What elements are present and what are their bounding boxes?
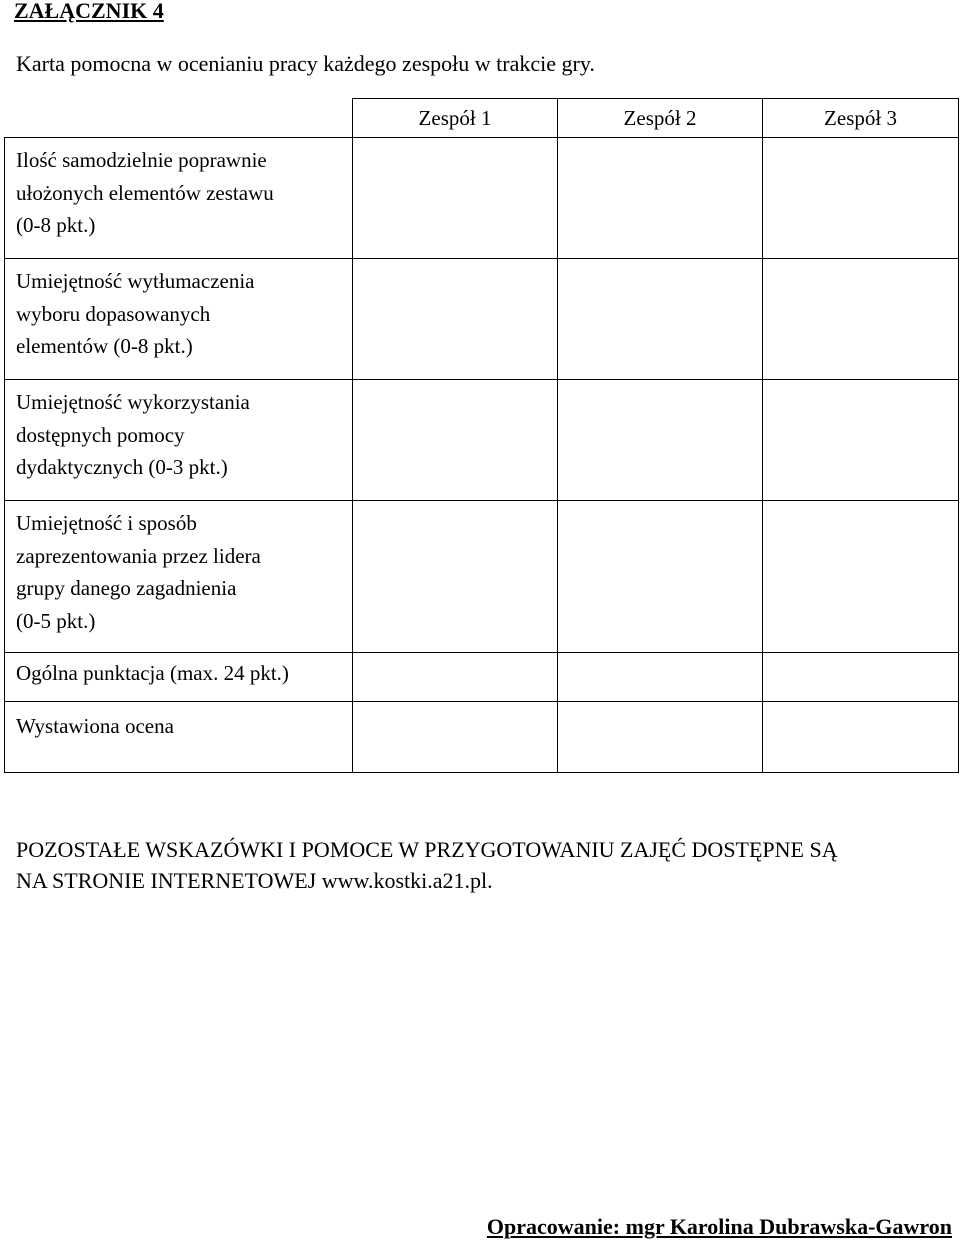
- intro-text: Karta pomocna w ocenianiu pracy każdego zespołu w trakcie gry.: [16, 51, 595, 76]
- criterion-label: [5, 380, 353, 501]
- criterion-line: Umiejętność wykorzystania: [16, 390, 250, 414]
- column-header-team-3: Zespół 3: [763, 99, 959, 138]
- criterion-label: [5, 702, 353, 773]
- score-cell-team-2[interactable]: [558, 259, 763, 380]
- criterion-line: Wystawiona ocena: [16, 714, 174, 738]
- score-cell-team-2[interactable]: [558, 380, 763, 501]
- score-cell-team-3[interactable]: [763, 702, 959, 773]
- score-cell-team-3[interactable]: [763, 380, 959, 501]
- table-header-row: [5, 99, 959, 138]
- table-row: [5, 138, 959, 259]
- score-cell-team-2[interactable]: [558, 138, 763, 259]
- header-blank-cell: [5, 99, 353, 138]
- criterion-line: Umiejętność i sposób: [16, 511, 197, 535]
- score-cell-team-3[interactable]: [763, 501, 959, 653]
- score-cell-team-1[interactable]: [353, 138, 558, 259]
- table-row: [5, 259, 959, 380]
- score-cell-team-3[interactable]: [763, 653, 959, 702]
- note-line: POZOSTAŁE WSKAZÓWKI I POMOCE W PRZYGOTOWANIU ZAJĘĆ DOSTĘPNE SĄ: [16, 837, 838, 862]
- criterion-line: zaprezentowania przez lidera: [16, 543, 261, 568]
- column-header-team-1: Zespół 1: [353, 99, 558, 138]
- score-cell-team-1[interactable]: [353, 380, 558, 501]
- criterion-line: ułożonych elementów zestawu: [16, 180, 274, 205]
- document-heading: ZAŁĄCZNIK 4: [14, 0, 164, 23]
- table-row: [5, 380, 959, 501]
- criterion-line: elementów (0-8 pkt.): [16, 334, 193, 358]
- table-row: [5, 501, 959, 653]
- score-cell-team-1[interactable]: [353, 259, 558, 380]
- score-cell-team-2[interactable]: [558, 501, 763, 653]
- note-line: NA STRONIE INTERNETOWEJ www.kostki.a21.pl.: [16, 868, 493, 893]
- evaluation-table: [4, 98, 959, 773]
- criterion-line: (0-5 pkt.): [16, 608, 96, 633]
- author-credit: Opracowanie: mgr Karolina Dubrawska-Gawron: [486, 1214, 952, 1239]
- criterion-line: dydaktycznych (0-3 pkt.): [16, 455, 228, 479]
- score-cell-team-1[interactable]: [353, 653, 558, 702]
- column-header-team-2: Zespół 2: [558, 99, 763, 138]
- criterion-line: Ilość samodzielnie poprawnie: [16, 148, 267, 172]
- score-cell-team-3[interactable]: [763, 259, 959, 380]
- criterion-label: [5, 653, 353, 702]
- criterion-line: dostępnych pomocy: [16, 422, 185, 447]
- criterion-line: Umiejętność wytłumaczenia: [16, 269, 255, 293]
- criterion-label: [5, 259, 353, 380]
- score-cell-team-3[interactable]: [763, 138, 959, 259]
- criterion-line: wyboru dopasowanych: [16, 301, 211, 326]
- criterion-line: (0-8 pkt.): [16, 213, 96, 237]
- criterion-label: [5, 501, 353, 653]
- score-cell-team-2[interactable]: [558, 653, 763, 702]
- table-row: [5, 702, 959, 773]
- criterion-label: [5, 138, 353, 259]
- criterion-line: Ogólna punktacja (max. 24 pkt.): [16, 661, 289, 685]
- resources-note: [16, 834, 956, 896]
- criterion-line: grupy danego zagadnienia: [16, 576, 237, 600]
- score-cell-team-1[interactable]: [353, 501, 558, 653]
- table-row: [5, 653, 959, 702]
- score-cell-team-2[interactable]: [558, 702, 763, 773]
- score-cell-team-1[interactable]: [353, 702, 558, 773]
